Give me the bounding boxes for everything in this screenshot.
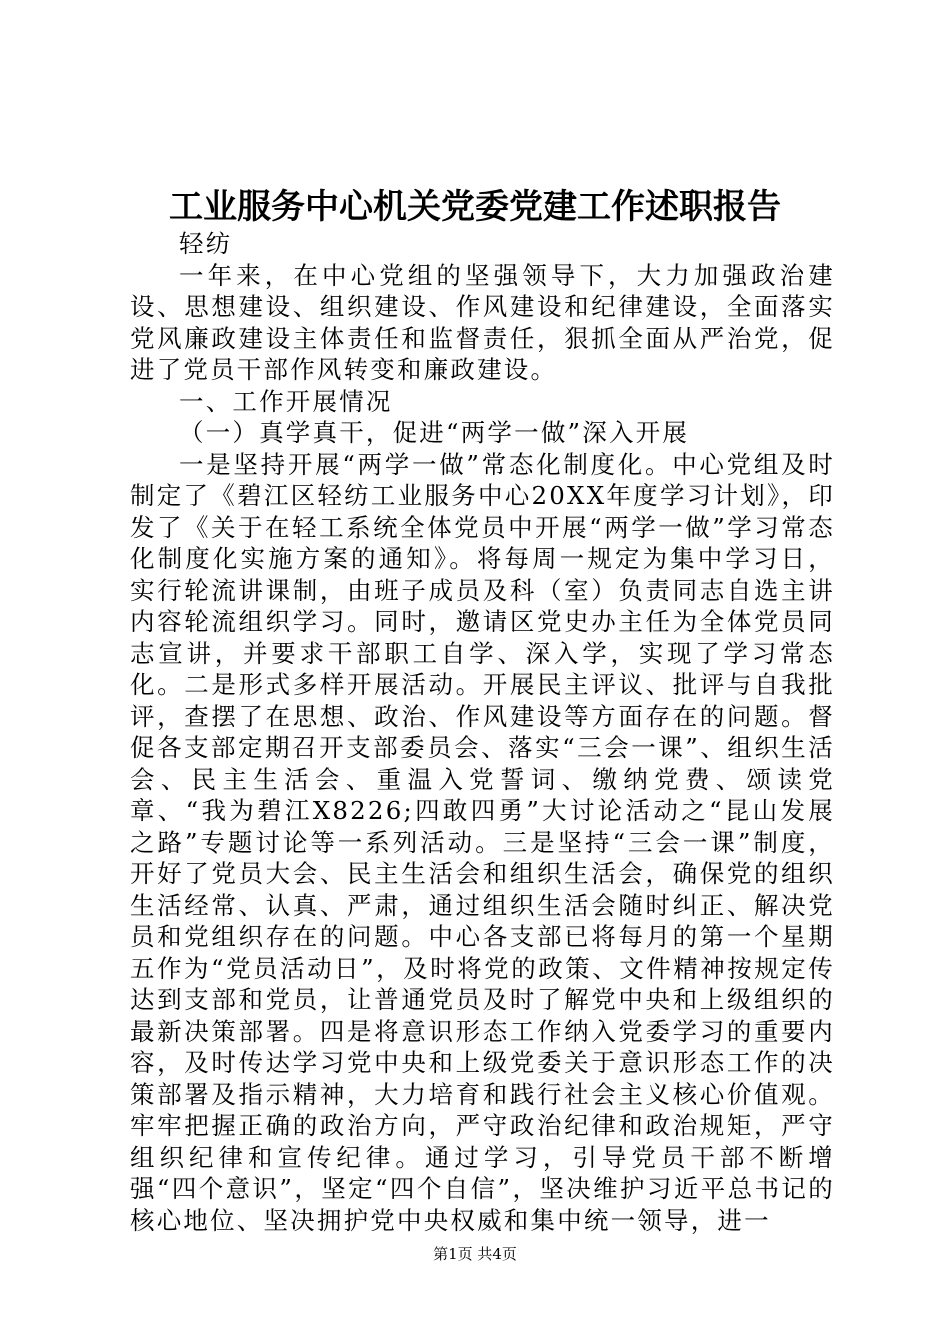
document-body [130, 228, 835, 1236]
body-paragraph: 一是坚持开展“两学一做”常态化制度化。中心党组及时制定了《碧江区轻纺工业服务中心20XX年度学习计划》，印发了《关于在轻工系统全体党员中开展“两学一做”学习常态化制度化实施方案的通知》。将每周一规定为集中学习日，实行轮流讲课制，由班子成员及科（室）负责同志自选主讲内容轮流组织学习。同时，邀请区党史办主任为全体党员同志宣讲，并要求干部职工自学、深入学，实现了学习常态化。二是形式多样开展活动。开展民主评议、批评与自我批评，查摆了在思想、政治、作风建设等方面存在的问题。督促各支部定期召开支部委员会、落实“三会一课”、组织生活会、民主生活会、重温入党誓词、缴纳党费、颂读党章、“我为碧江X8226;四敢四勇”大讨论活动之“昆山发展之路”专题讨论等一系列活动。三是坚持“三会一课”制度，开好了党员大会、民主生活会和组织生活会，确保党的组织生活经常、认真、严肃，通过组织生活会随时纠正、解决党员和党组织存在的问题。中心各支部已将每月的第一个星期五作为“党员活动日”，及时将党的政策、文件精神按规定传达到支部和党员，让普通党员及时了解党中央和上级组织的最新决策部署。四是将意识形态工作纳入党委学习的重要内容，及时传达学习党中央和上级党委关于意识形态工作的决策部署及指示精神，大力培育和践行社会主义核心价值观。牢牢把握正确的政治方向，严守政治纪律和政治规矩，严守组织纪律和宣传纪律。通过学习，引导党员干部不断增强“四个意识”，坚定“四个自信”，坚决维护习近平总书记的核心地位、坚决拥护党中央权威和集中统一领导，进一 [130, 449, 835, 1235]
intro-paragraph: 一年来，在中心党组的坚强领导下，大力加强政治建设、思想建设、组织建设、作风建设和纪律建设，全面落实党风廉政建设主体责任和监督责任，狠抓全面从严治党，促进了党员干部作风转变和廉政建设。 [130, 260, 835, 384]
author-line: 轻纺 [179, 229, 233, 258]
subsection-heading: （一）真学真干，促进“两学一做”深入开展 [179, 418, 690, 447]
document-title: 工业服务中心机关党委党建工作述职报告 [169, 187, 781, 227]
page-number-footer: 第1页 共4页 [433, 1245, 517, 1263]
section-heading: 一、工作开展情况 [179, 386, 393, 416]
